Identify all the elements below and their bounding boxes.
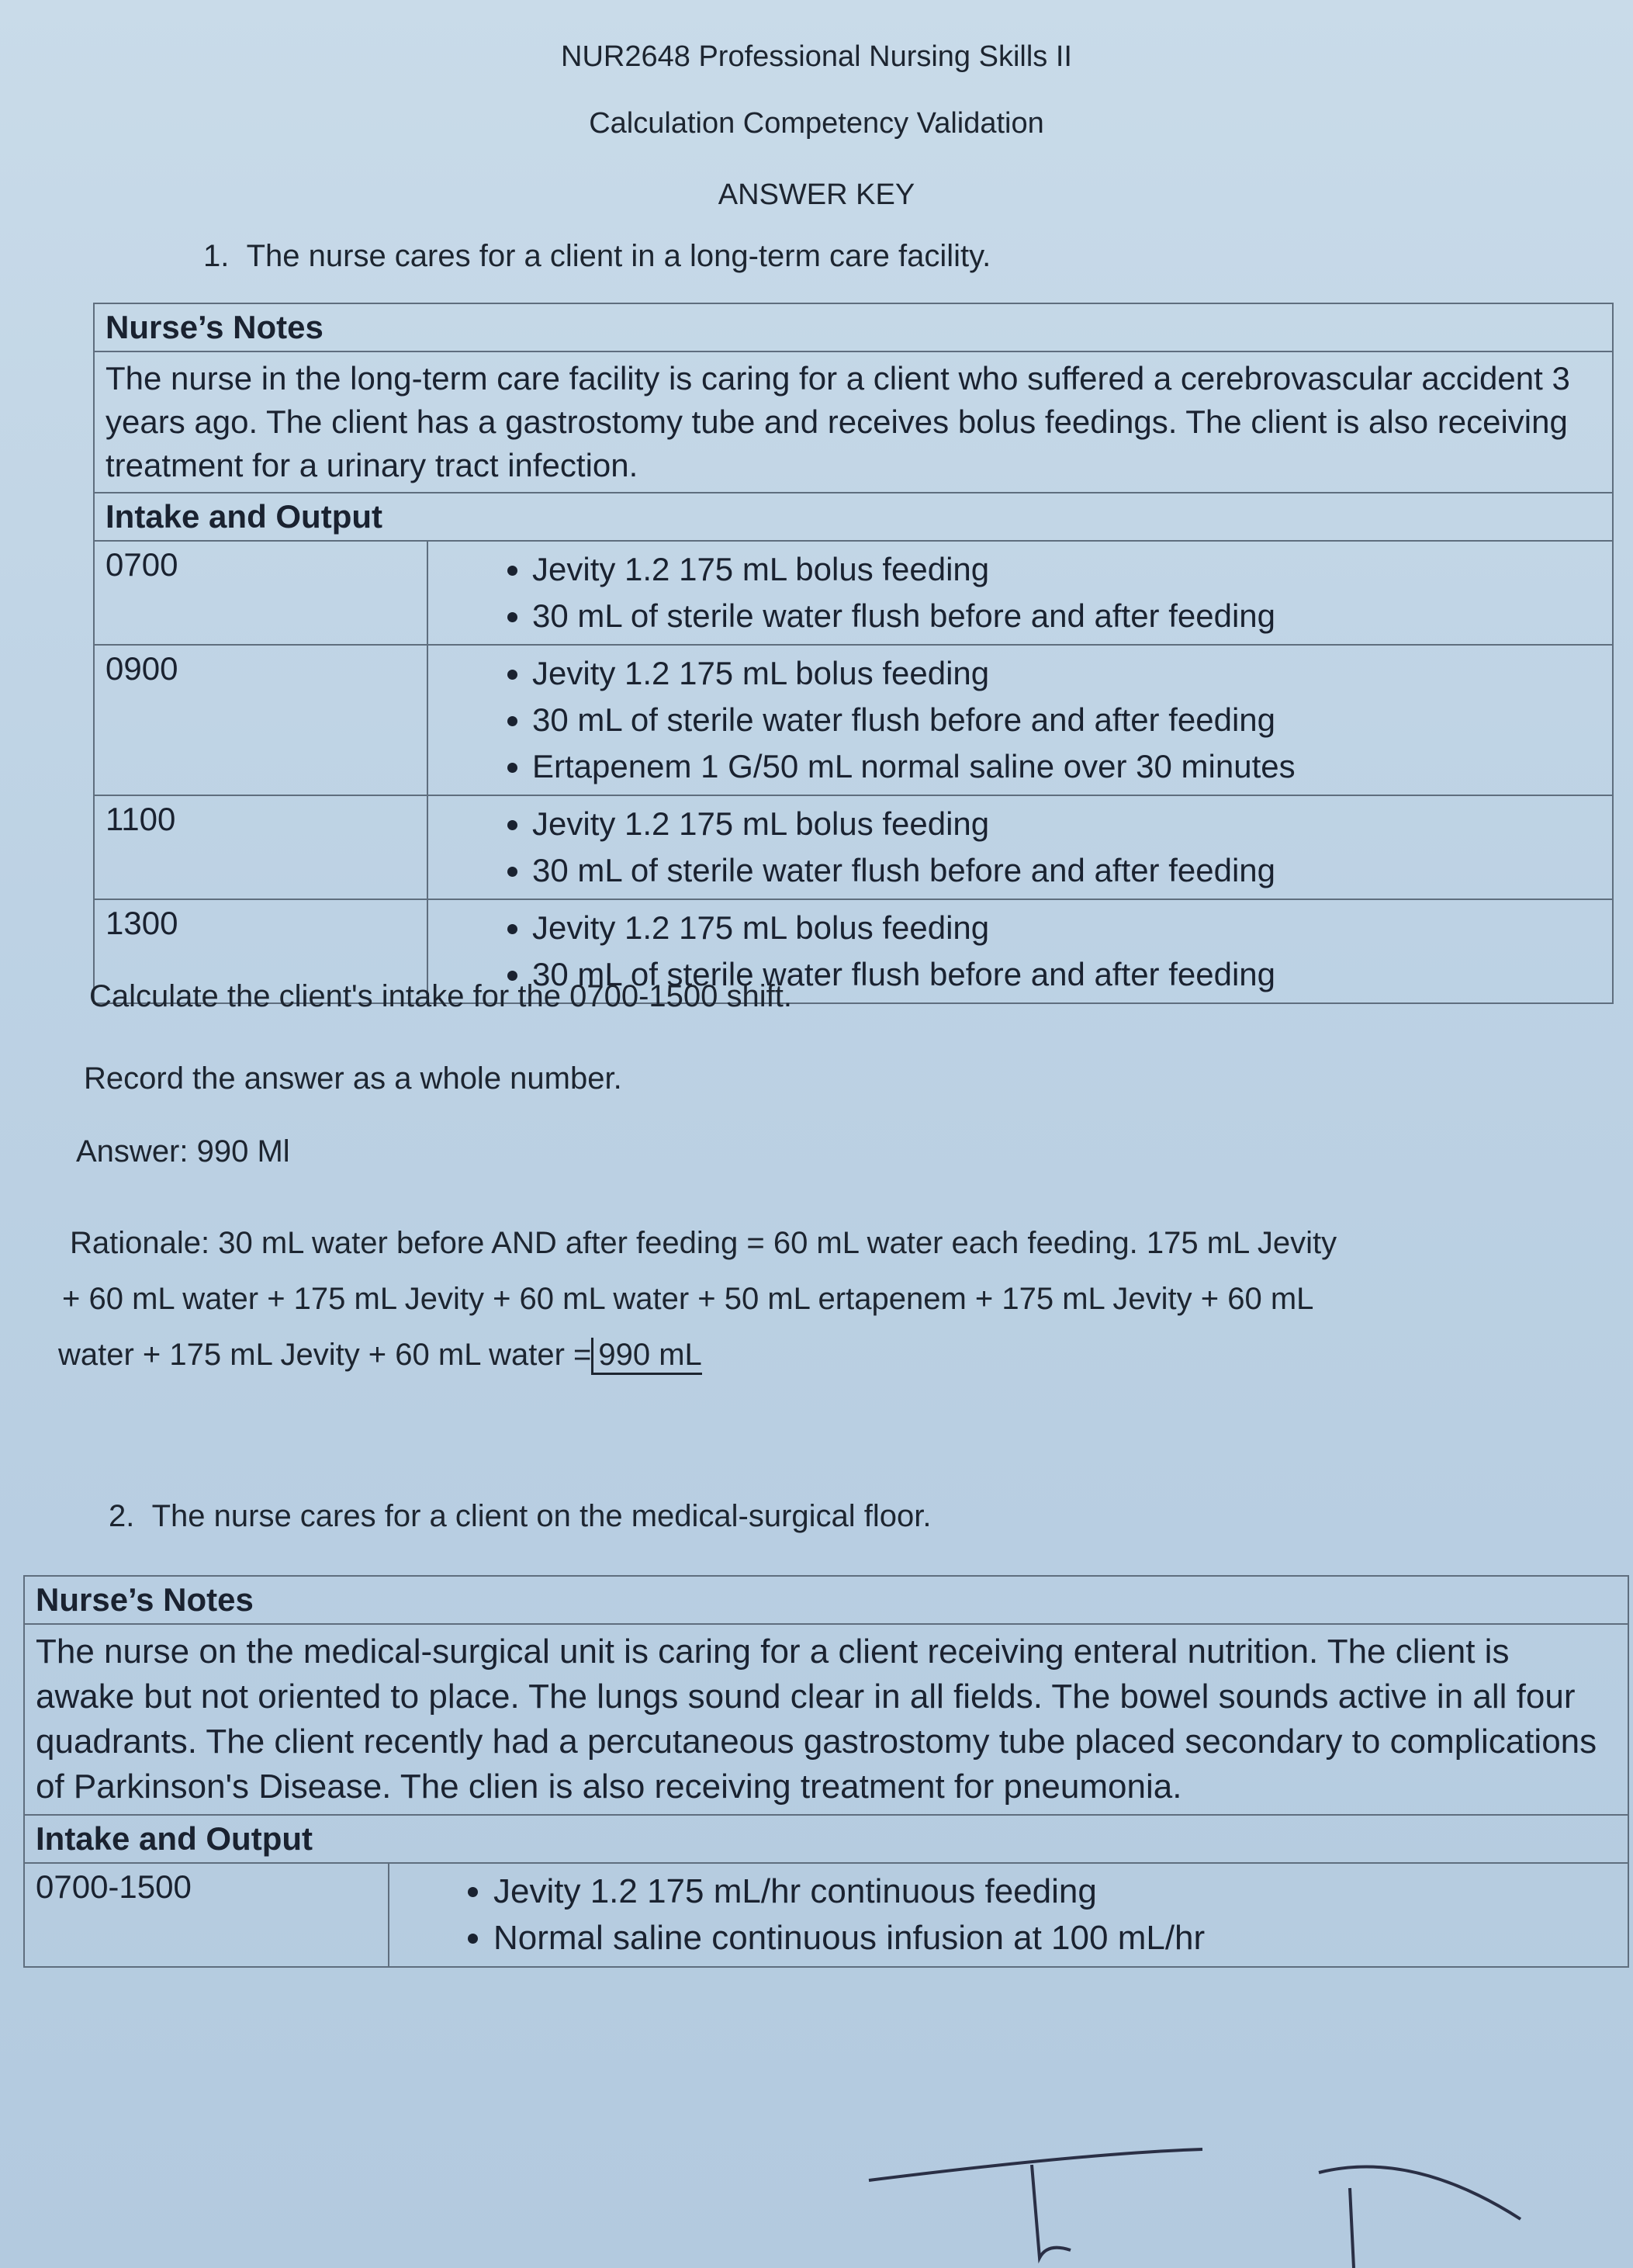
q1-notes-heading: Nurse’s Notes (94, 303, 1613, 351)
list-item: • Jevity 1.2 175 mL bolus feeding (532, 801, 1601, 847)
document-title: Calculation Competency Validation (589, 107, 1044, 140)
time-cell: 0700 (94, 541, 427, 645)
q2-io-heading: Intake and Output (24, 1815, 1628, 1863)
q1-question: Calculate the client's intake for the 0700-1500 shift. (89, 979, 792, 1013)
q1-notes-text: The nurse in the long-term care facility is caring for a client who suffered a cerebrovascular accident 3 years ago. The client has a gastrostomy tube and receives bolus feedings. The client is also receiving treatment for a urinary tract infection. (94, 351, 1613, 493)
list-item: • Ertapenem 1 G/50 mL normal saline over 30 minutes (532, 743, 1601, 790)
list-item: • Jevity 1.2 175 mL/hr continuous feeding (493, 1868, 1617, 1915)
handwritten-scribble (853, 2126, 1629, 2268)
list-item: • Normal saline continuous infusion at 100 mL/hr (493, 1915, 1617, 1962)
q1-intro (203, 239, 991, 274)
q1-number: 1. (203, 239, 230, 273)
items-cell (427, 645, 1613, 795)
q1-rationale-total: 990 mL (591, 1338, 701, 1375)
list-item: • Jevity 1.2 175 mL bolus feeding (532, 650, 1601, 697)
time-cell: 1300 (94, 899, 427, 1003)
q1-rationale-line-1: Rationale: 30 mL water before AND after feeding = 60 mL water each feeding. 175 mL Jevity (70, 1226, 1337, 1260)
q1-rationale-line-2: + 60 mL water + 175 mL Jevity + 60 mL water + 50 mL ertapenem + 175 mL Jevity + 60 mL (62, 1282, 1314, 1316)
items-cell (427, 541, 1613, 645)
q1-rationale-line-3-text: water + 175 mL Jevity + 60 mL water = (58, 1338, 592, 1372)
list-item: • 30 mL of sterile water flush before and after feeding (532, 847, 1601, 894)
q1-instruction: Record the answer as a whole number. (84, 1061, 622, 1096)
answer-key-label: ANSWER KEY (718, 178, 915, 211)
q2-notes-table (23, 1575, 1629, 1968)
q2-intro-text: The nurse cares for a client on the medical-surgical floor. (151, 1499, 932, 1533)
list-item: • 30 mL of sterile water flush before and after feeding (532, 951, 1601, 998)
q2-number: 2. (109, 1499, 135, 1533)
table-row (24, 1863, 1628, 1967)
table-row (94, 541, 1613, 645)
q1-answer: Answer: 990 Ml (76, 1134, 290, 1169)
q1-notes-table (93, 303, 1614, 1004)
list-item: • 30 mL of sterile water flush before and after feeding (532, 697, 1601, 743)
q1-io-heading: Intake and Output (94, 493, 1613, 541)
list-item: • 30 mL of sterile water flush before and after feeding (532, 593, 1601, 639)
time-cell: 1100 (94, 795, 427, 899)
items-cell (427, 795, 1613, 899)
course-title: NUR2648 Professional Nursing Skills II (561, 40, 1072, 73)
q2-intro (109, 1499, 932, 1534)
table-row (94, 645, 1613, 795)
list-item: • Jevity 1.2 175 mL bolus feeding (532, 546, 1601, 593)
q2-notes-heading: Nurse’s Notes (24, 1576, 1628, 1624)
q1-rationale-line-3 (58, 1338, 702, 1375)
list-item: • Jevity 1.2 175 mL bolus feeding (532, 905, 1601, 951)
time-cell: 0900 (94, 645, 427, 795)
time-cell: 0700-1500 (24, 1863, 389, 1967)
q1-intro-text: The nurse cares for a client in a long-term care facility. (246, 239, 991, 273)
table-row (94, 795, 1613, 899)
q2-notes-text: The nurse on the medical-surgical unit is caring for a client receiving enteral nutrition. The client is awake but not oriented to place. The lungs sound clear in all fields. The bowel sounds active in all four quadrants. The client recently had a percutaneous gastrostomy tube placed secondary to complications of Parkinson's Disease. The clien is also receiving treatment for pneumonia. (24, 1624, 1628, 1815)
items-cell (389, 1863, 1628, 1967)
